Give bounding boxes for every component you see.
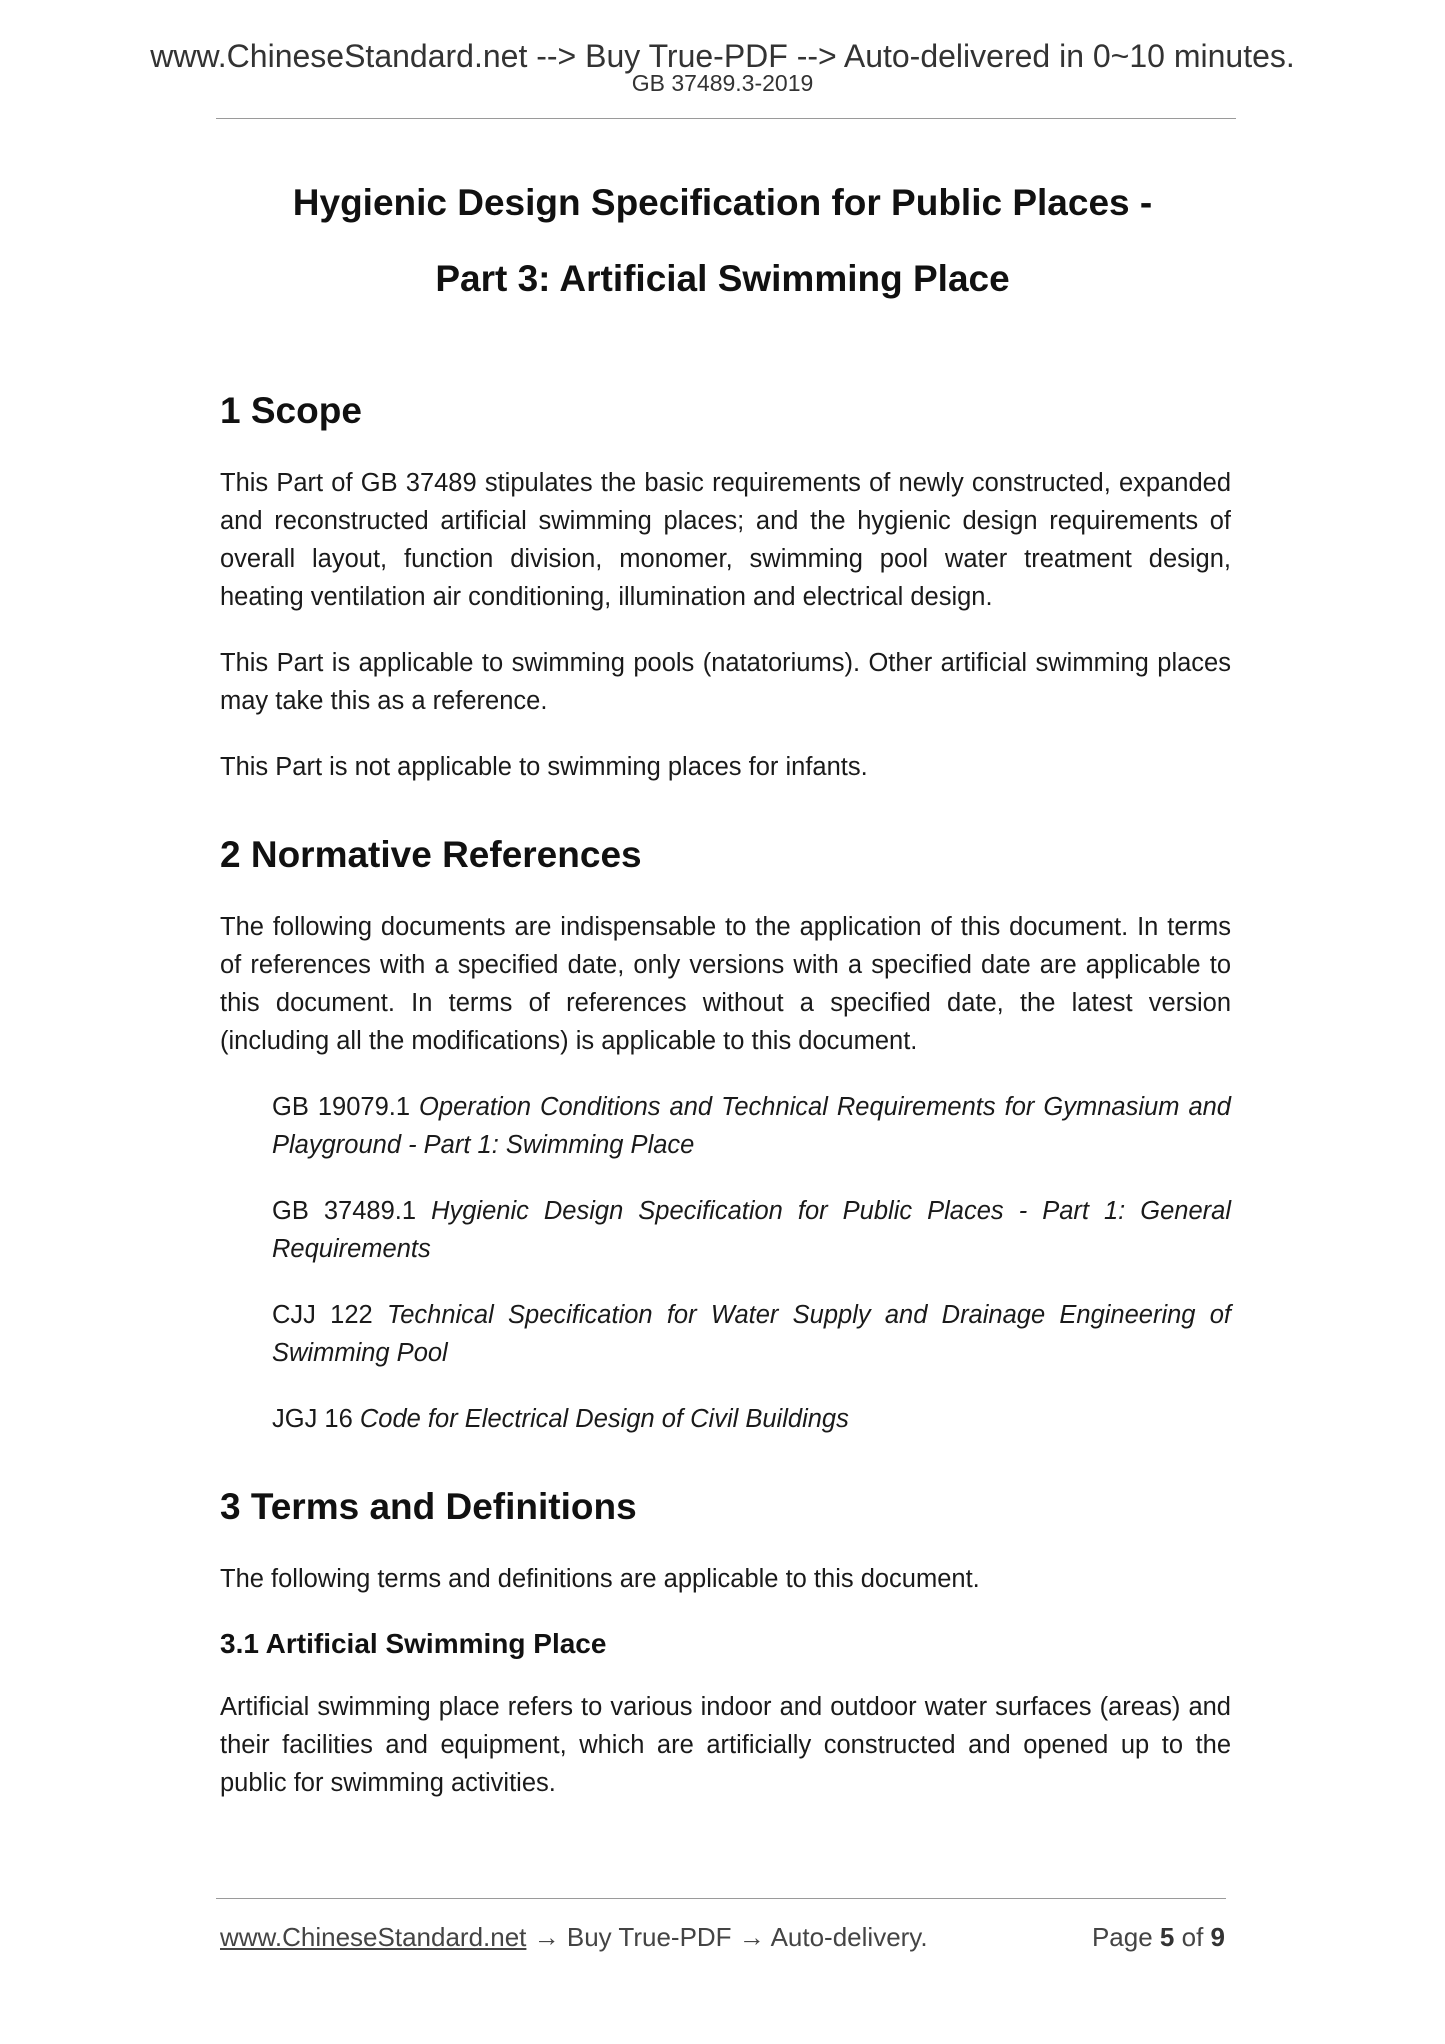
- page-banner: www.ChineseStandard.net --> Buy True-PDF --> Auto-delivered in 0~10 minutes.: [150, 38, 1295, 74]
- reference-item: [272, 1400, 1231, 1438]
- section-terms-and-definitions: [220, 1484, 1231, 1802]
- page-label: Page: [1091, 1922, 1153, 1952]
- section-heading: 1 Scope: [220, 390, 362, 431]
- paragraph: Artificial swimming place refers to various indoor and outdoor water surfaces (areas) and their facilities and equipment, which are artificially constructed and opened up to the public for swimming activities.: [220, 1693, 1231, 1797]
- document-body: [220, 388, 1231, 1830]
- section-heading: 3 Terms and Definitions: [220, 1486, 637, 1527]
- section-heading: 2 Normative References: [220, 834, 642, 875]
- reference-title: Hygienic Design Specification for Public Places - Part 1: General Requirements: [272, 1197, 1231, 1263]
- section-normative-references: [220, 832, 1231, 1438]
- footer-divider: [216, 1898, 1226, 1899]
- paragraph: This Part of GB 37489 stipulates the basic requirements of newly constructed, expanded and reconstructed artificial swimming places; and the hygienic design requirements of overall layout, function division, monomer, swimming pool water treatment design, heating ventilation air conditioning, illumination and electrical design.: [220, 469, 1231, 611]
- header-divider: [216, 118, 1236, 119]
- subsection-heading: 3.1 Artificial Swimming Place: [220, 1628, 607, 1659]
- paragraph: This Part is applicable to swimming pools (natatoriums). Other artificial swimming places may take this as a reference.: [220, 649, 1231, 715]
- reference-code: JGJ 16: [272, 1405, 353, 1433]
- reference-item: [272, 1296, 1231, 1372]
- reference-code: GB 37489.1: [272, 1197, 417, 1225]
- section-scope: [220, 388, 1231, 786]
- document-code: GB 37489.3-2019: [631, 70, 814, 96]
- reference-title: Technical Specification for Water Supply and Drainage Engineering of Swimming Pool: [272, 1301, 1231, 1367]
- reference-item: [272, 1192, 1231, 1268]
- paragraph: The following terms and definitions are applicable to this document.: [220, 1565, 980, 1593]
- document-title-line-2: Part 3: Artificial Swimming Place: [435, 258, 1010, 299]
- reference-code: GB 19079.1: [272, 1093, 411, 1121]
- reference-title: Code for Electrical Design of Civil Buildings: [359, 1405, 849, 1433]
- page-current: 5: [1159, 1922, 1175, 1952]
- page-total: 9: [1210, 1922, 1225, 1952]
- footer-site-link[interactable]: www.ChineseStandard.net: [220, 1922, 527, 1952]
- reference-title: Operation Conditions and Technical Requirements for Gymnasium and Playground - Part 1: Swimming Place: [272, 1093, 1231, 1159]
- footer-text: → Buy True-PDF → Auto-delivery.: [526, 1922, 928, 1952]
- reference-item: [272, 1088, 1231, 1164]
- document-title-line-1: Hygienic Design Specification for Public Places -: [292, 182, 1153, 223]
- paragraph: This Part is not applicable to swimming places for infants.: [220, 753, 868, 781]
- page-footer: [220, 1920, 1225, 1954]
- reference-code: CJJ 122: [272, 1301, 373, 1329]
- page-number: [1092, 1920, 1225, 1954]
- paragraph: The following documents are indispensable to the application of this document. In terms of references with a specified date, only versions with a specified date are applicable to this document. In terms of references without a specified date, the latest version (including all the modifications) is applicable to this document.: [220, 913, 1231, 1055]
- page-of-label: of: [1181, 1922, 1204, 1952]
